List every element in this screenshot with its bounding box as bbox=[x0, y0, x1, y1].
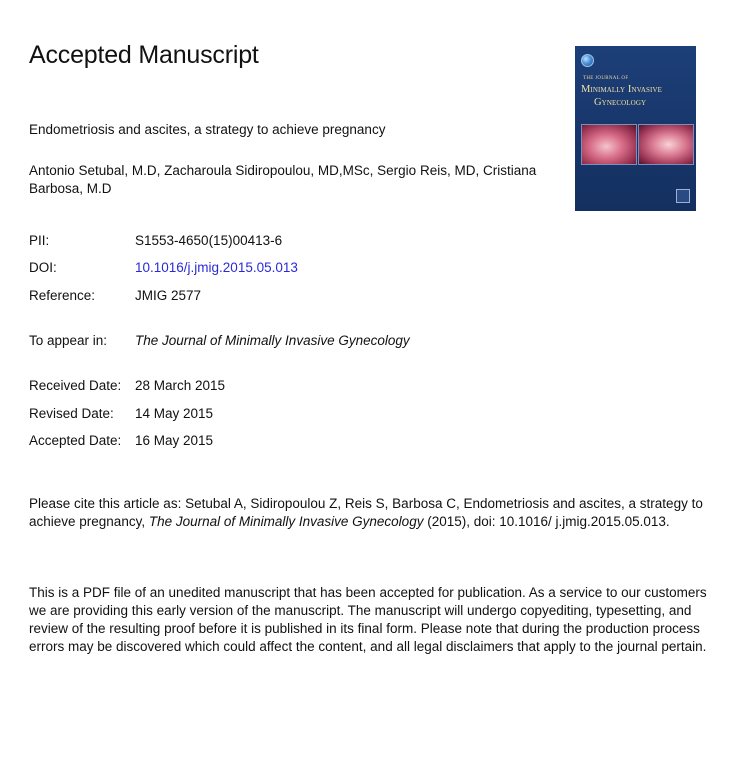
cover-journal-name-line2: Gynecology bbox=[594, 97, 647, 108]
citation-prefix: Please cite this article as: Setubal A, Sidiropoulou Z, Reis S, Barbosa C, Endometriosis and ascites, a strategy to achieve pregnancy, bbox=[29, 496, 703, 529]
pii-value: S1553-4650(15)00413-6 bbox=[135, 233, 283, 248]
citation-suffix: (2015), doi: 10.1016/ j.jmig.2015.05.013. bbox=[423, 514, 670, 529]
cover-journal-of: THE JOURNAL OF bbox=[583, 76, 629, 81]
citation-journal: The Journal of Minimally Invasive Gynecology bbox=[148, 514, 424, 529]
cover-journal-name-line1: Minimally Invasive bbox=[581, 84, 662, 95]
disclaimer-paragraph: This is a PDF file of an unedited manuscript that has been accepted for publication. As a service to our customers we are providing this early version of the manuscript. The manuscript will undergo copyediting, typesetting, and review of the resulting proof before it is published in its final form. Please note that during the production process errors may be discovered which could affect the content, and all legal disclaimers that apply to the journal pertain. bbox=[29, 585, 707, 654]
article-authors: Antonio Setubal, M.D, Zacharoula Sidiropoulou, MD,MSc, Sergio Reis, MD, Cristiana Barbosa, M.D bbox=[29, 163, 537, 196]
doi-label: DOI: bbox=[29, 260, 57, 275]
globe-icon bbox=[581, 54, 594, 67]
accepted-date-value: 16 May 2015 bbox=[135, 433, 214, 448]
cover-photo-left bbox=[581, 124, 637, 165]
to-appear-in-label: To appear in: bbox=[29, 333, 108, 348]
citation-paragraph bbox=[29, 495, 719, 531]
received-date-label: Received Date: bbox=[29, 378, 122, 393]
reference-value: JMIG 2577 bbox=[135, 288, 202, 303]
reference-label: Reference: bbox=[29, 288, 96, 303]
received-date-value: 28 March 2015 bbox=[135, 378, 226, 393]
journal-cover-image bbox=[575, 46, 696, 211]
revised-date-label: Revised Date: bbox=[29, 406, 114, 421]
page-heading: Accepted Manuscript bbox=[29, 41, 259, 69]
cover-photo-right bbox=[638, 124, 694, 165]
revised-date-value: 14 May 2015 bbox=[135, 406, 214, 421]
article-title: Endometriosis and ascites, a strategy to achieve pregnancy bbox=[29, 122, 386, 137]
pii-label: PII: bbox=[29, 233, 50, 248]
journal-name: The Journal of Minimally Invasive Gynecology bbox=[135, 333, 410, 348]
doi-link[interactable]: 10.1016/j.jmig.2015.05.013 bbox=[135, 260, 298, 275]
publisher-logo-icon bbox=[676, 189, 690, 203]
accepted-date-label: Accepted Date: bbox=[29, 433, 122, 448]
